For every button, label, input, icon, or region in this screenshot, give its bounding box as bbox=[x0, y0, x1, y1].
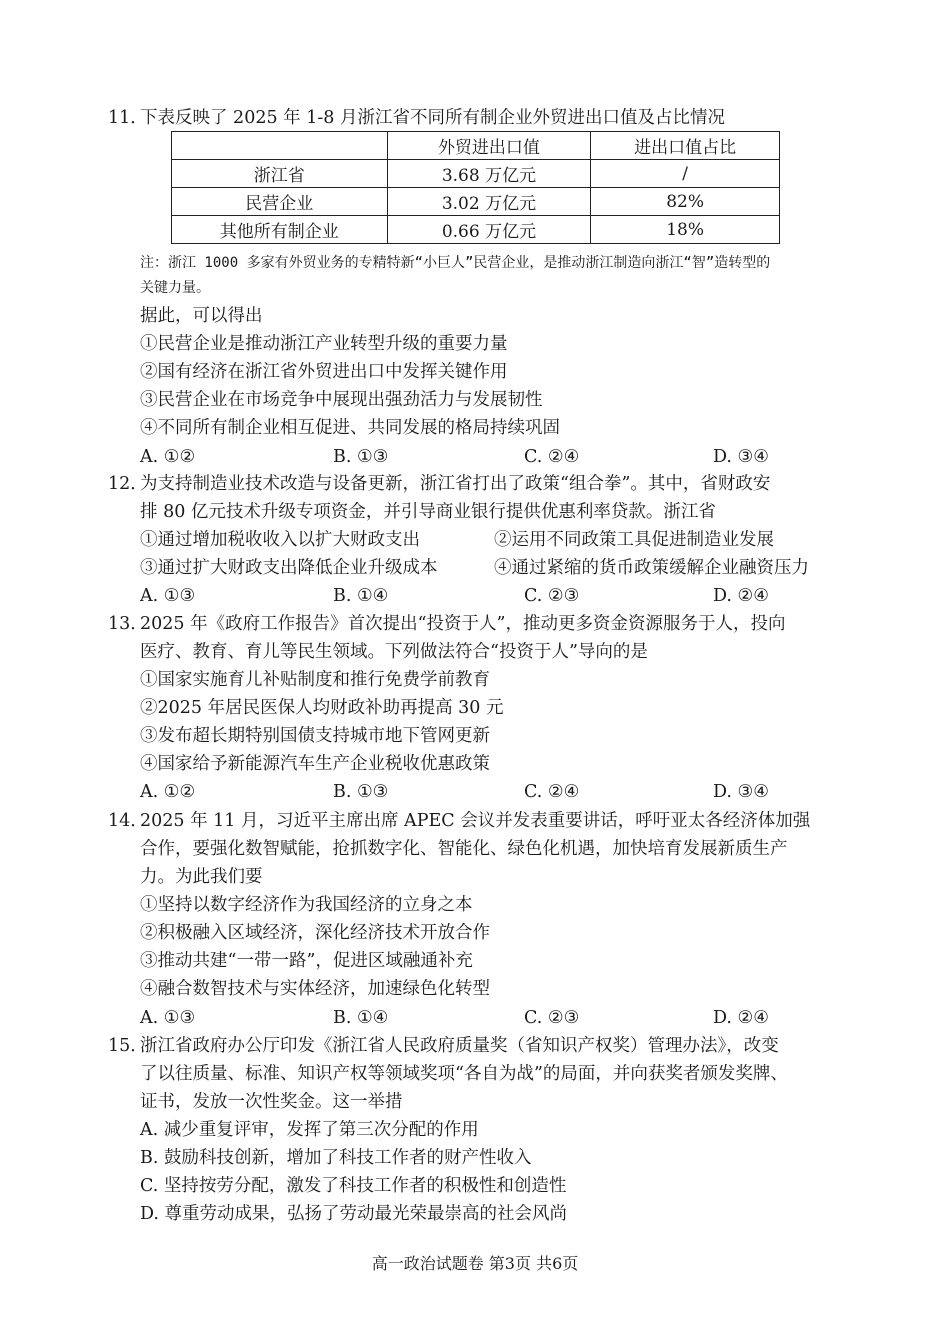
question-15-number: 15． bbox=[108, 1036, 148, 1056]
question-14-option-d[interactable]: D. ②④ bbox=[713, 1008, 769, 1028]
table-note-line-2: 关键力量。 bbox=[140, 280, 210, 296]
table-cell: 民营企业 bbox=[172, 188, 388, 216]
question-11-stem: 下表反映了 2025 年 1-8 月浙江省不同所有制企业外贸进出口值及占比情况 bbox=[140, 108, 725, 128]
question-14-option-c[interactable]: C. ②③ bbox=[524, 1008, 580, 1028]
question-11-number: 11． bbox=[108, 108, 148, 128]
table-header-cell: 进出口值占比 bbox=[591, 132, 780, 160]
question-11-option-a[interactable]: A. ①② bbox=[140, 447, 196, 467]
question-13-option-b[interactable]: B. ①③ bbox=[333, 782, 389, 802]
question-12-item-3: ③通过扩大财政支出降低企业升级成本 bbox=[140, 558, 438, 578]
question-13-item-1: ①国家实施育儿补贴制度和推行免费学前教育 bbox=[140, 670, 490, 690]
question-14-number: 14． bbox=[108, 811, 148, 831]
question-14-item-1: ①坚持以数字经济作为我国经济的立身之本 bbox=[140, 895, 473, 915]
question-11-lead: 据此，可以得出 bbox=[140, 306, 263, 326]
question-14-item-4: ④融合数智技术与实体经济，加速绿色化转型 bbox=[140, 979, 490, 999]
question-12-option-a[interactable]: A. ①③ bbox=[140, 586, 196, 606]
question-13-option-c[interactable]: C. ②④ bbox=[524, 782, 580, 802]
question-15-stem-line-3: 证书，发放一次性奖金。这一举措 bbox=[140, 1092, 403, 1112]
question-15-stem-line-1: 浙江省政府办公厅印发《浙江省人民政府质量奖（省知识产权奖）管理办法》，改变 bbox=[140, 1036, 779, 1056]
question-11-item-4: ④不同所有制企业相互促进、共同发展的格局持续巩固 bbox=[140, 418, 560, 438]
question-14-stem-line-3: 力。为此我们要 bbox=[140, 867, 263, 887]
question-12-stem-line-2: 排 80 亿元技术升级专项资金，并引导商业银行提供优惠利率贷款。浙江省 bbox=[140, 502, 716, 522]
table-cell: 0.66 万亿元 bbox=[387, 216, 591, 244]
page-footer: 高一政治试题卷 第3页 共6页 bbox=[371, 1254, 579, 1273]
question-15-option-a[interactable]: A. 减少重复评审，发挥了第三次分配的作用 bbox=[140, 1120, 479, 1140]
table-cell: / bbox=[591, 160, 780, 188]
question-14-item-2: ②积极融入区域经济，深化经济技术开放合作 bbox=[140, 923, 490, 943]
table-cell: 3.02 万亿元 bbox=[387, 188, 591, 216]
table-row bbox=[172, 216, 780, 244]
question-11-item-3: ③民营企业在市场竞争中展现出强劲活力与发展韧性 bbox=[140, 390, 543, 410]
table-row bbox=[172, 160, 780, 188]
question-15-option-b[interactable]: B. 鼓励科技创新，增加了科技工作者的财产性收入 bbox=[140, 1148, 532, 1168]
question-13-item-4: ④国家给予新能源汽车生产企业税收优惠政策 bbox=[140, 754, 490, 774]
question-11-option-c[interactable]: C. ②④ bbox=[524, 447, 580, 467]
question-12-item-4: ④通过紧缩的货币政策缓解企业融资压力 bbox=[494, 558, 809, 578]
question-13-option-a[interactable]: A. ①② bbox=[140, 782, 196, 802]
question-14-stem-line-2: 合作，要强化数智赋能，抢抓数字化、智能化、绿色化机遇，加快培育发展新质生产 bbox=[140, 839, 788, 859]
table-header-cell: 外贸进出口值 bbox=[387, 132, 591, 160]
trade-table bbox=[171, 131, 780, 244]
table-cell: 其他所有制企业 bbox=[172, 216, 388, 244]
question-14-option-b[interactable]: B. ①④ bbox=[333, 1008, 389, 1028]
question-14-item-3: ③推动共建“一带一路”，促进区域融通补充 bbox=[140, 951, 473, 971]
question-12-item-2: ②运用不同政策工具促进制造业发展 bbox=[494, 530, 774, 550]
question-14-stem-line-1: 2025 年 11 月，习近平主席出席 APEC 会议并发表重要讲话，呼吁亚太各经济体加强 bbox=[140, 811, 811, 831]
question-12-stem-line-1: 为支持制造业技术改造与设备更新，浙江省打出了政策“组合拳”。其中，省财政安 bbox=[140, 474, 771, 494]
table-header-row bbox=[172, 132, 780, 160]
question-12-number: 12． bbox=[108, 474, 148, 494]
table-cell: 3.68 万亿元 bbox=[387, 160, 591, 188]
table-note-line-1: 注：浙江 1000 多家有外贸业务的专精特新“小巨人”民营企业，是推动浙江制造向浙江“智”造转型的 bbox=[140, 255, 771, 271]
table-row bbox=[172, 188, 780, 216]
table-cell: 18% bbox=[591, 216, 780, 244]
table-cell: 82% bbox=[591, 188, 780, 216]
table-header-cell bbox=[172, 132, 388, 160]
question-13-item-2: ②2025 年居民医保人均财政补助再提高 30 元 bbox=[140, 698, 504, 718]
question-12-option-c[interactable]: C. ②③ bbox=[524, 586, 580, 606]
question-14-option-a[interactable]: A. ①③ bbox=[140, 1008, 196, 1028]
question-13-number: 13． bbox=[108, 614, 148, 634]
question-11-item-2: ②国有经济在浙江省外贸进出口中发挥关键作用 bbox=[140, 362, 508, 382]
question-11-option-d[interactable]: D. ③④ bbox=[713, 447, 769, 467]
question-13-stem-line-2: 医疗、教育、育儿等民生领域。下列做法符合“投资于人”导向的是 bbox=[140, 642, 648, 662]
question-13-stem-line-1: 2025 年《政府工作报告》首次提出“投资于人”，推动更多资金资源服务于人，投向 bbox=[140, 614, 786, 634]
question-12-item-1: ①通过增加税收收入以扩大财政支出 bbox=[140, 530, 420, 550]
table-cell: 浙江省 bbox=[172, 160, 388, 188]
question-15-stem-line-2: 了以往质量、标准、知识产权等领域奖项“各自为战”的局面，并向获奖者颁发奖牌、 bbox=[140, 1064, 788, 1084]
question-15-option-d[interactable]: D. 尊重劳动成果，弘扬了劳动最光荣最崇高的社会风尚 bbox=[140, 1204, 568, 1224]
question-15-option-c[interactable]: C. 坚持按劳分配，激发了科技工作者的积极性和创造性 bbox=[140, 1176, 567, 1196]
question-13-option-d[interactable]: D. ③④ bbox=[713, 782, 769, 802]
question-11-item-1: ①民营企业是推动浙江产业转型升级的重要力量 bbox=[140, 334, 508, 354]
question-13-item-3: ③发布超长期特别国债支持城市地下管网更新 bbox=[140, 726, 490, 746]
question-11-option-b[interactable]: B. ①③ bbox=[333, 447, 389, 467]
question-12-option-d[interactable]: D. ②④ bbox=[713, 586, 769, 606]
question-12-option-b[interactable]: B. ①④ bbox=[333, 586, 389, 606]
